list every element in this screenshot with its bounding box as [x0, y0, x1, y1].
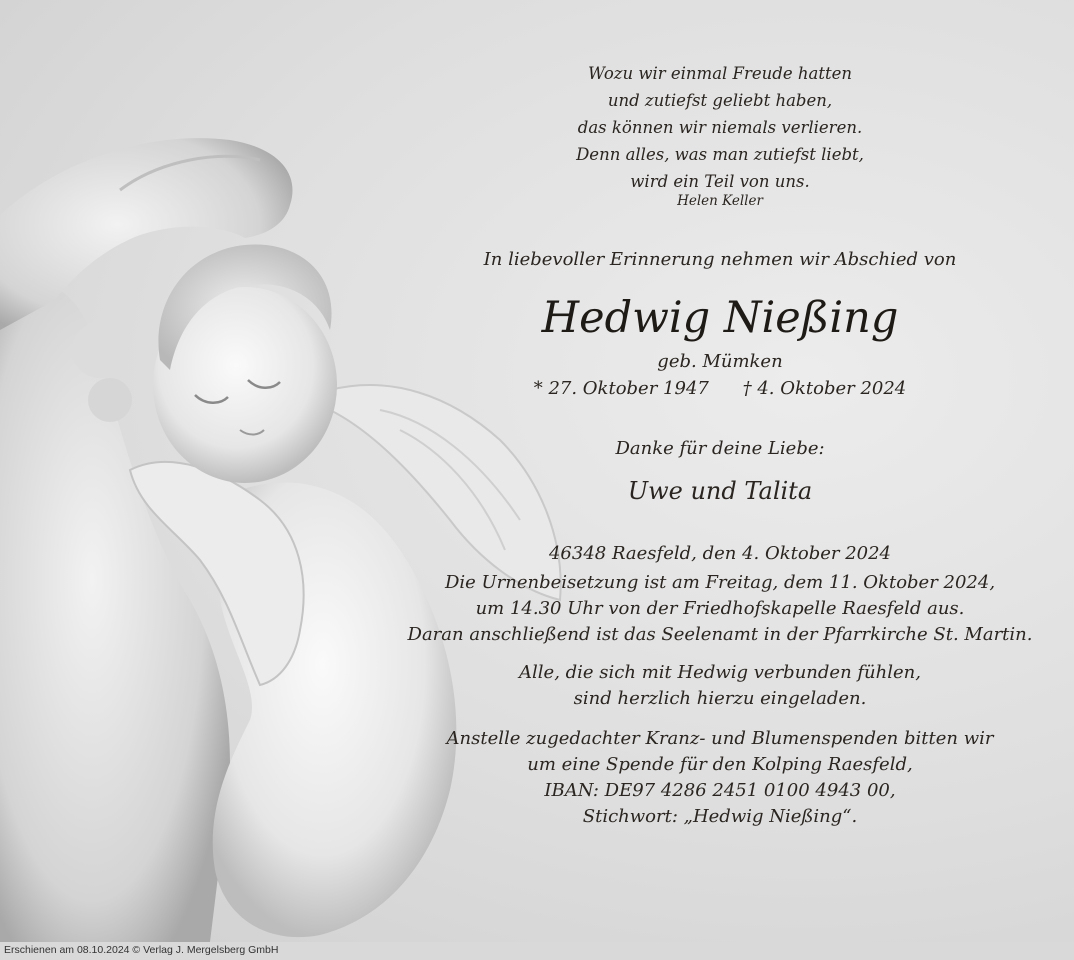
farewell-intro: In liebevoller Erinnerung nehmen wir Abschied von — [483, 249, 957, 270]
invitation-line: Alle, die sich mit Hedwig verbunden fühlen, — [519, 662, 921, 683]
life-dates — [380, 376, 1060, 402]
funeral-details — [380, 570, 1060, 648]
quote-line: Wozu wir einmal Freude hatten — [588, 64, 852, 83]
place-date: 46348 Raesfeld, den 4. Oktober 2024 — [548, 543, 892, 564]
donation-request — [380, 726, 1060, 830]
memorial-quote — [380, 60, 1060, 195]
donation-line: um eine Spende für den Kolping Raesfeld, — [527, 754, 913, 775]
quote-line: und zutiefst geliebt haben, — [607, 91, 833, 110]
funeral-line: Daran anschließend ist das Seelenamt in der Pfarrkirche St. Martin. — [407, 624, 1033, 645]
death-date: † 4. Oktober 2024 — [742, 378, 907, 399]
birth-date: * 27. Oktober 1947 — [533, 378, 709, 399]
thanks-line: Danke für deine Liebe: — [615, 438, 825, 459]
deceased-name: Hedwig Nießing — [541, 293, 899, 343]
funeral-line: um 14.30 Uhr von der Friedhofskapelle Raesfeld aus. — [475, 598, 965, 619]
quote-author: Helen Keller — [677, 193, 763, 209]
invitation-line: sind herzlich hierzu eingeladen. — [573, 688, 867, 709]
donation-line: Anstelle zugedachter Kranz- und Blumenspenden bitten wir — [446, 728, 994, 749]
publication-footer: Erschienen am 08.10.2024 © Verlag J. Mergelsberg GmbH — [4, 944, 279, 956]
birth-name: geb. Mümken — [657, 351, 783, 372]
quote-line: das können wir niemals verlieren. — [577, 118, 863, 137]
donation-keyword: Stichwort: „Hedwig Nießing“. — [582, 806, 858, 827]
donation-iban: IBAN: DE97 4286 2451 0100 4943 00, — [544, 780, 896, 801]
mourners-names: Uwe und Talita — [627, 477, 813, 505]
quote-line: wird ein Teil von uns. — [630, 172, 810, 191]
obituary-text — [380, 60, 1060, 830]
quote-line: Denn alles, was man zutiefst liebt, — [576, 145, 864, 164]
funeral-line: Die Urnenbeisetzung ist am Freitag, dem 11. Oktober 2024, — [444, 572, 996, 593]
invitation-text — [380, 660, 1060, 712]
